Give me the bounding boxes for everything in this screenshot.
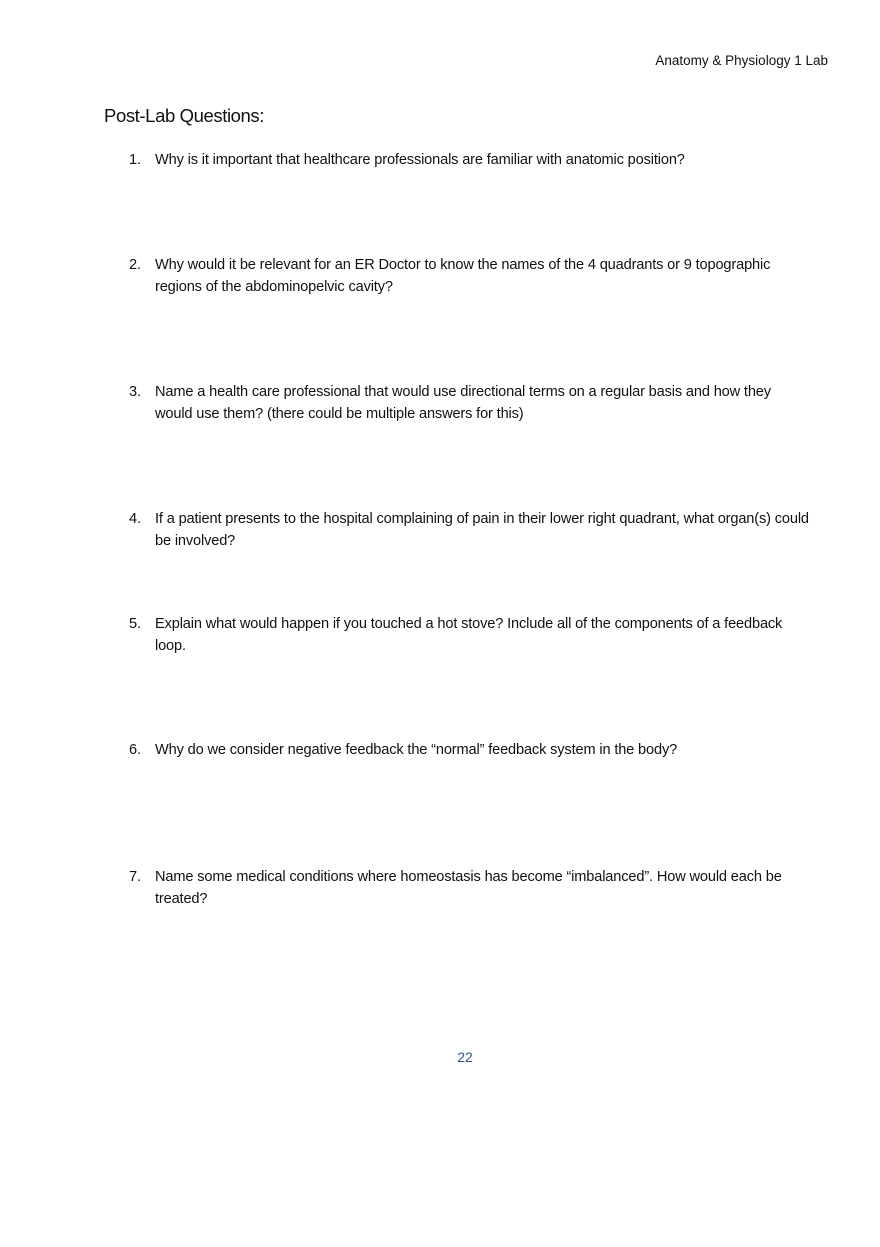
question-number: 1. <box>129 152 141 168</box>
question-4 <box>129 509 809 552</box>
page-number: 22 <box>457 1049 473 1065</box>
question-text: Name some medical conditions where homeostasis has become “imbalanced”. How would each be treated? <box>155 869 782 907</box>
question-number: 6. <box>129 742 141 758</box>
question-text: Why would it be relevant for an ER Doctor to know the names of the 4 quadrants or 9 topographic regions of the abdominopelvic cavity? <box>155 257 771 295</box>
question-6 <box>129 740 809 762</box>
question-7 <box>129 867 809 910</box>
question-number: 5. <box>129 616 141 632</box>
running-header: Anatomy & Physiology 1 Lab <box>655 53 828 68</box>
question-text: Why is it important that healthcare professionals are familiar with anatomic position? <box>155 152 685 168</box>
question-number: 2. <box>129 257 141 273</box>
question-3 <box>129 382 809 425</box>
question-text: Name a health care professional that would use directional terms on a regular basis and how they would use them? (there could be multiple answers for this) <box>155 384 771 422</box>
question-number: 3. <box>129 384 141 400</box>
question-5 <box>129 614 809 657</box>
question-number: 4. <box>129 511 141 527</box>
section-title: Post-Lab Questions: <box>104 105 265 126</box>
question-number: 7. <box>129 869 141 885</box>
question-text: Why do we consider negative feedback the “normal” feedback system in the body? <box>155 742 678 758</box>
question-text: If a patient presents to the hospital complaining of pain in their lower right quadrant, what organ(s) could be involved? <box>155 511 809 549</box>
question-1 <box>129 150 809 172</box>
question-text: Explain what would happen if you touched a hot stove? Include all of the components of a feedback loop. <box>155 616 783 654</box>
question-2 <box>129 255 809 298</box>
